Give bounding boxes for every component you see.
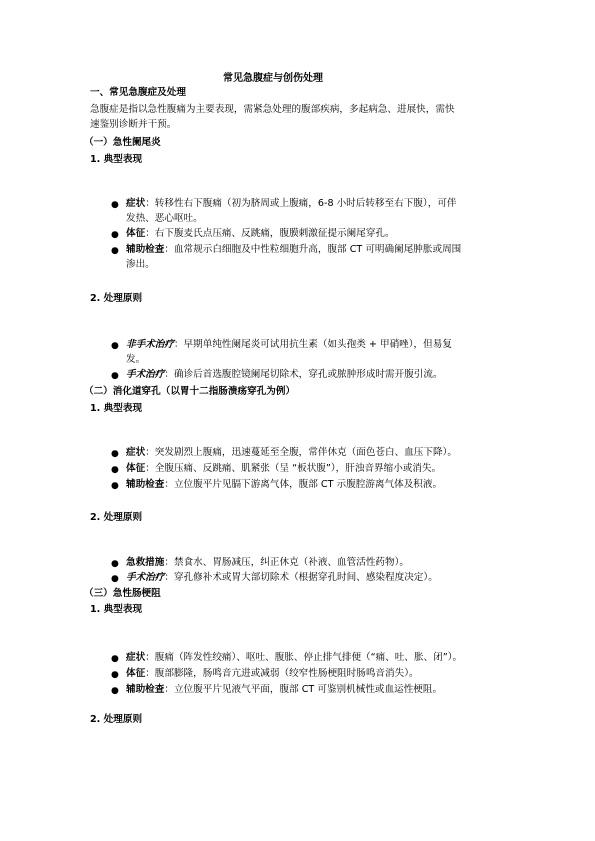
list-item: 非手术治疗：早期单纯性阑尾炎可试用抗生素（如头孢类 + 甲硝唑），但易复 发。 bbox=[126, 339, 452, 365]
list-item: 症状：转移性右下腹痛（初为脐周或上腹痛，6-8 小时后转移至右下腹），可伴 发热、恶心呕吐。 bbox=[126, 198, 457, 224]
list-item: 辅助检查：血常规示白细胞及中性粒细胞升高，腹部 CT 可明确阑尾肿胀或周围 渗出。 bbox=[126, 244, 462, 270]
list-item: 辅助检查：立位腹平片见液气平面，腹部 CT 可鉴别机械性或血运性梗阻。 bbox=[126, 684, 443, 695]
sec1-sub1: 1. 典型表现 bbox=[90, 154, 143, 165]
bullet-icon: ● bbox=[111, 465, 119, 475]
bullet-icon: ● bbox=[111, 246, 119, 256]
list-item: 手术治疗：确诊后首选腹腔镜阑尾切除术，穿孔或脓肿形成时需开腹引流。 bbox=[126, 369, 443, 380]
list-item: 手术治疗：穿孔修补术或胃大部切除术（根据穿孔时间、感染程度决定）。 bbox=[126, 572, 438, 583]
sec1-heading: （一）急性阑尾炎 bbox=[84, 137, 161, 148]
bullet-icon: ● bbox=[111, 230, 119, 240]
bullet-icon: ● bbox=[111, 654, 119, 664]
bullet-icon: ● bbox=[111, 574, 119, 584]
sec3-sub1: 1. 典型表现 bbox=[90, 604, 143, 615]
intro-line-1: 急腹症是指以急性腹痛为主要表现，需紧急处理的腹部疾病，多起病急、进展快，需快 bbox=[90, 104, 455, 115]
list-item: 体征：全腹压痛、反跳痛、肌紧张（呈 “板状腹”），肝浊音界缩小或消失。 bbox=[126, 463, 442, 474]
sec2-sub1: 1. 典型表现 bbox=[90, 403, 143, 414]
list-item: 辅助检查：立位腹平片见膈下游离气体，腹部 CT 示腹腔游离气体及积液。 bbox=[126, 479, 443, 490]
bullet-icon: ● bbox=[111, 686, 119, 696]
intro-line-2: 速鉴别诊断并干预。 bbox=[90, 119, 177, 130]
bullet-icon: ● bbox=[111, 200, 119, 210]
bullet-icon: ● bbox=[111, 449, 119, 459]
sec1-sub2: 2. 处理原则 bbox=[90, 293, 143, 304]
sec2-sub2: 2. 处理原则 bbox=[90, 512, 143, 523]
bullet-icon: ● bbox=[111, 481, 119, 491]
bullet-icon: ● bbox=[111, 341, 119, 351]
page-title: 常见急腹症与创伤处理 bbox=[223, 73, 323, 84]
list-item: 症状：突发剧烈上腹痛，迅速蔓延至全腹，常伴休克（面色苍白、血压下降）。 bbox=[126, 447, 457, 458]
sec3-sub2: 2. 处理原则 bbox=[90, 714, 143, 725]
list-item: 体征：腹部膨隆，肠鸣音亢进或减弱（绞窄性肠梗阻时肠鸣音消失）。 bbox=[126, 668, 419, 679]
bullet-icon: ● bbox=[111, 371, 119, 381]
list-item: 急救措施：禁食水、胃肠减压，纠正休克（补液、血管活性药物）。 bbox=[126, 557, 410, 568]
part1-heading: 一、常见急腹症及处理 bbox=[90, 87, 186, 98]
bullet-icon: ● bbox=[111, 559, 119, 569]
bullet-icon: ● bbox=[111, 670, 119, 680]
list-item: 体征：右下腹麦氏点压痛、反跳痛，腹膜刺激征提示阑尾穿孔。 bbox=[126, 228, 395, 239]
sec3-heading: （三）急性肠梗阻 bbox=[84, 588, 161, 599]
sec2-heading: （二）消化道穿孔（以胃十二指肠溃疡穿孔为例） bbox=[84, 386, 296, 397]
list-item: 症状：腹痛（阵发性绞痛）、呕吐、腹胀、停止排气排便（“痛、吐、胀、闭”）。 bbox=[126, 652, 463, 663]
